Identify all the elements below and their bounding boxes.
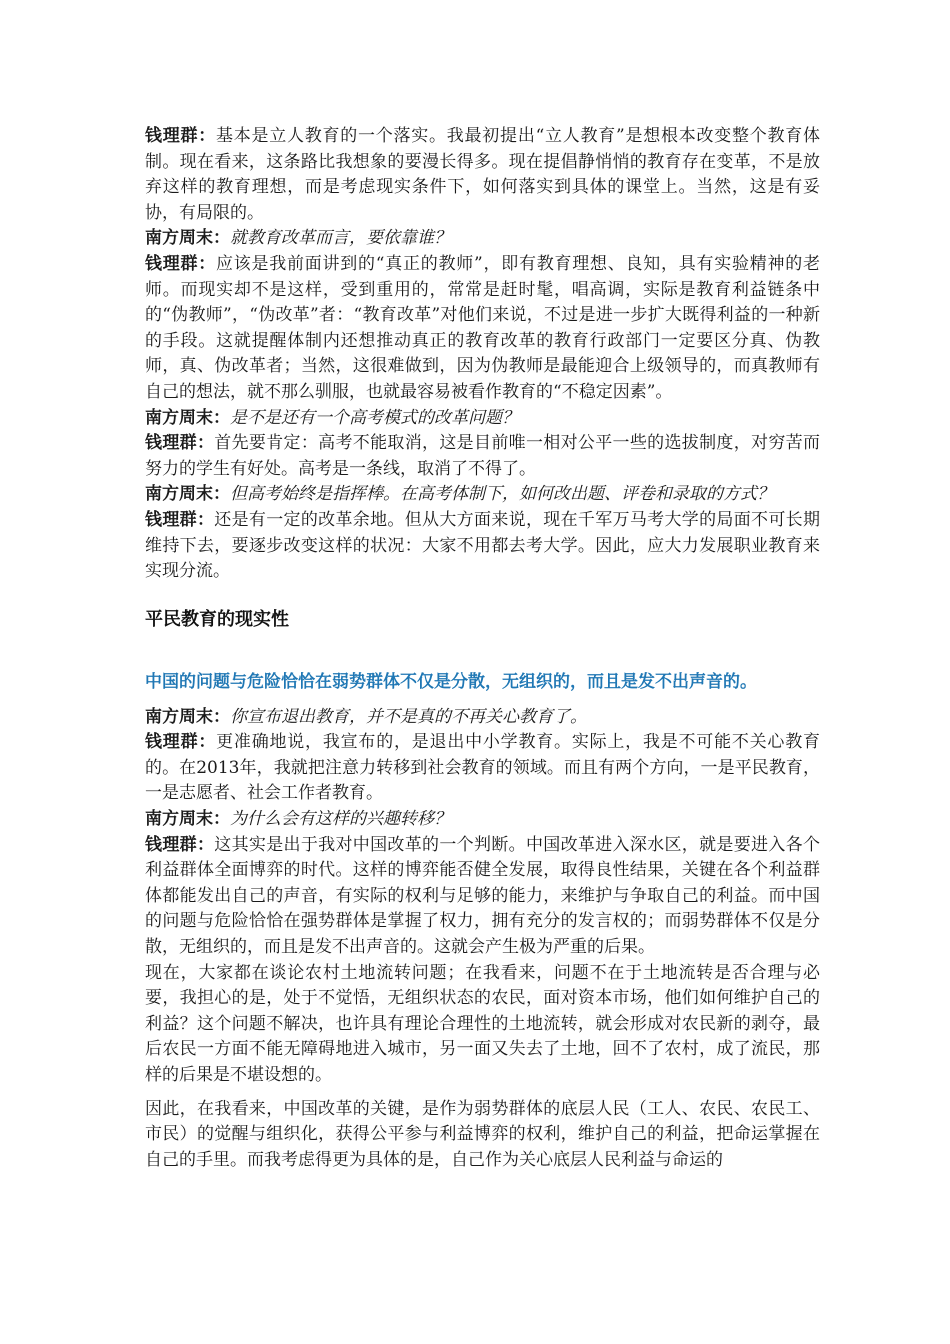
dialogue-line (145, 508, 820, 585)
body-paragraph: 现在，大家都在谈论农村土地流转问题；在我看来，问题不在于土地流转是否合理与必要，我担心的是，处于不觉悟，无组织状态的农民，面对资本市场，他们如何维护自己的利益？这个问题不解决，也许具有理论合理性的土地流转，就会形成对农民新的剥夺，最后农民一方面不能无障碍地进入城市，另一面又失去了土地，回不了农村，成了流民，那样的后果是不堪设想的。 (145, 962, 820, 1085)
dialogue-text: 更准确地说，我宣布的，是退出中小学教育。实际上，我是不可能不关心教育的。在2013年，我就把注意力转移到社会教育的领域。而且有两个方向，一是平民教育，一是志愿者、社会工作者教育。 (145, 732, 821, 804)
section-heading: 平民教育的现实性 (145, 608, 289, 630)
dialogue-text: 就教育改革而言，要依靠谁？ (230, 228, 451, 249)
pull-quote: 中国的问题与危险恰恰在弱势群体不仅是分散，无组织的，而且是发不出声音的。 (145, 671, 757, 692)
dialogue-line (145, 431, 820, 482)
speaker-label: 南方周末： (145, 228, 230, 249)
speaker-label: 钱理群： (145, 509, 215, 530)
speaker-label: 南方周末： (145, 484, 230, 505)
dialogue-line (145, 833, 820, 961)
dialogue-text: 应该是我前面讲到的“真正的教师”，即有教育理想、良知，具有实验精神的老师。而现实却不是这样，受到重用的，常常是赶时髦，唱高调，实际是教育利益链条中的“伪教师”，“伪改革”者：“教育改革”对他们来说，不过是进一步扩大既得利益的一种新的手段。这就提醒体制内还想推动真正的教育改革的教育行政部门一定要区分真、伪教师，真、伪改革者；当然，这很难做到，因为伪教师是最能迎合上级领导的，而真教师有自己的想法，就不那么驯服，也就最容易被看作教育的“不稳定因素”。 (145, 253, 820, 402)
dialogue-line (145, 252, 820, 406)
dialogue-text: 首先要肯定：高考不能取消，这是目前唯一相对公平一些的选拔制度，对穷苦而努力的学生有好处。高考是一条线，取消了不得了。 (145, 433, 821, 479)
speaker-label: 钱理群： (145, 834, 215, 855)
speaker-label: 南方周末： (145, 809, 230, 830)
dialogue-text: 这其实是出于我对中国改革的一个判断。中国改革进入深水区，就是要进入各个利益群体全面博弈的时代。这样的博弈能否健全发展，取得良性结果，关键在各个利益群体都能发出自己的声音，有实际的权利与足够的能力，来维护与争取自己的利益。而中国的问题与危险恰恰在强势群体是掌握了权力，拥有充分的发言权的；而弱势群体不仅是分散，无组织的，而且是发不出声音的。这就会产生极为严重的后果。 (145, 834, 821, 958)
dialogue-line (145, 482, 820, 508)
speaker-label: 钱理群： (145, 126, 217, 146)
dialogue-text: 为什么会有这样的兴趣转移？ (230, 809, 451, 830)
speaker-label: 钱理群： (145, 433, 215, 454)
dialogue-text: 但高考始终是指挥棒。在高考体制下，如何改出题、评卷和录取的方式？ (230, 484, 774, 505)
dialogue-text: 还是有一定的改革余地。但从大方面来说，现在千军万马考大学的局面不可长期维持下去，要逐步改变这样的状况：大家不用都去考大学。因此，应大力发展职业教育来实现分流。 (145, 509, 821, 582)
body-paragraph: 因此，在我看来，中国改革的关键，是作为弱势群体的底层人民（工人、农民、农民工、市民）的觉醒与组织化，获得公平参与利益博弈的权利，维护自己的利益，把命运掌握在自己的手里。而我考虑得更为具体的是，自己作为关心底层人民利益与命运的 (145, 1098, 820, 1170)
dialogue-line (145, 124, 820, 226)
dialogue-line (145, 730, 820, 807)
dialogue-text: 你宣布退出教育，并不是真的不再关心教育了。 (230, 706, 587, 727)
speaker-label: 钱理群： (145, 732, 217, 753)
dialogue-line (145, 807, 820, 833)
dialogue-text: 基本是立人教育的一个落实。我最初提出“立人教育”是想根本改变整个教育体制。现在看来，这条路比我想象的要漫长得多。现在提倡静悄悄的教育存在变革，不是放弃这样的教育理想，而是考虑现实条件下，如何落实到具体的课堂上。当然，这是有妥协，有局限的。 (145, 126, 820, 223)
speaker-label: 钱理群： (145, 253, 217, 274)
article-body (145, 124, 820, 1173)
dialogue-line (145, 705, 820, 731)
speaker-label: 南方周末： (145, 706, 230, 727)
dialogue-line (145, 226, 820, 252)
dialogue-line (145, 406, 820, 432)
speaker-label: 南方周末： (145, 407, 230, 428)
dialogue-text: 是不是还有一个高考模式的改革问题？ (230, 407, 519, 428)
